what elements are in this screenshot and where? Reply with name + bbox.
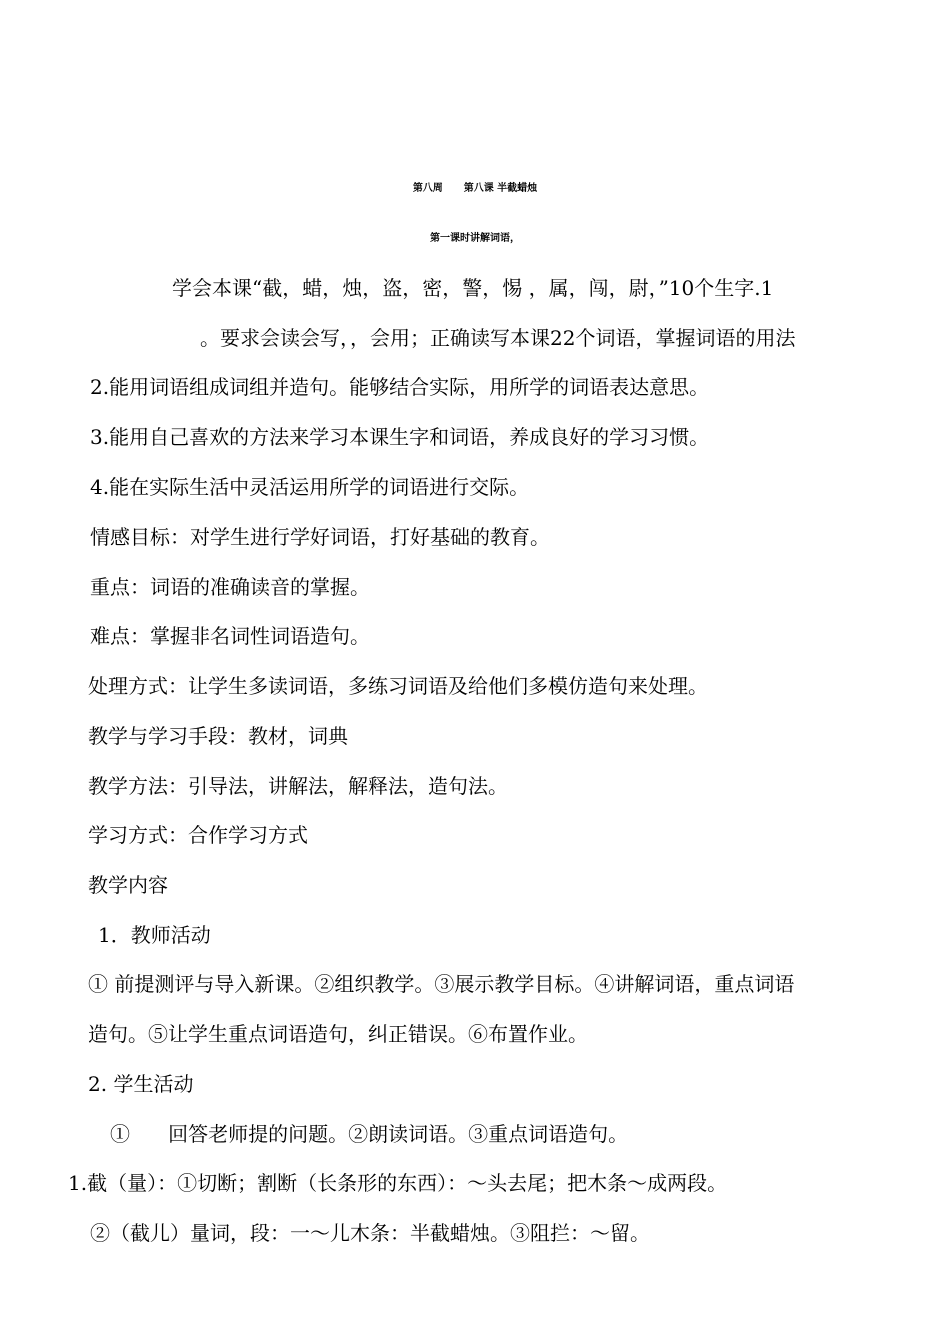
- document-subtitle: 第一课时讲解词语，: [430, 233, 520, 244]
- body-line-6: 情感目标：对学生进行学好词语，打好基础的教育。: [90, 525, 550, 549]
- body-line-19: 1.截（量）：①切断；割断（长条形的东西）：～头去尾；把木条～成两段。: [68, 1171, 728, 1195]
- body-line-18: ① 回答老师提的问题。②朗读词语。③重点词语造句。: [110, 1122, 629, 1146]
- body-line-8: 难点：掌握非名词性词语造句。: [90, 624, 370, 648]
- body-line-14: 1．教师活动: [98, 923, 211, 947]
- body-line-13: 教学内容: [88, 873, 168, 897]
- body-line-2: 。要求会读会写，，会用；正确读写本课22个词语，掌握词语的用法: [200, 326, 796, 350]
- body-line-4: 3.能用自己喜欢的方法来学习本课生字和词语，养成良好的学习习惯。: [90, 425, 710, 449]
- body-line-11: 教学方法：引导法，讲解法，解释法，造句法。: [88, 774, 508, 798]
- body-line-1: 学会本课“截，蜡，烛，盗，密，警，惕 ，属，闯，尉，”10个生字.1: [172, 276, 774, 300]
- body-line-7: 重点：词语的准确读音的掌握。: [90, 575, 370, 599]
- document-title: 第八周 第八课 半截蜡烛: [412, 183, 538, 194]
- body-line-10: 教学与学习手段：教材，词典: [88, 724, 348, 748]
- body-line-20: ②（截儿）量词，段：一～儿木条：半截蜡烛。③阻拦：～留。: [90, 1221, 650, 1245]
- body-line-17: 2. 学生活动: [88, 1072, 194, 1096]
- body-line-9: 处理方式：让学生多读词语，多练习词语及给他们多模仿造句来处理。: [88, 674, 708, 698]
- body-line-15: ① 前提测评与导入新课。②组织教学。③展示教学目标。④讲解词语，重点词语: [88, 972, 795, 996]
- body-line-12: 学习方式：合作学习方式: [88, 823, 308, 847]
- body-line-5: 4.能在实际生活中灵活运用所学的词语进行交际。: [90, 475, 530, 499]
- body-line-16: 造句。⑤让学生重点词语造句，纠正错误。⑥布置作业。: [88, 1022, 588, 1046]
- body-line-3: 2.能用词语组成词组并造句。能够结合实际，用所学的词语表达意思。: [90, 375, 710, 399]
